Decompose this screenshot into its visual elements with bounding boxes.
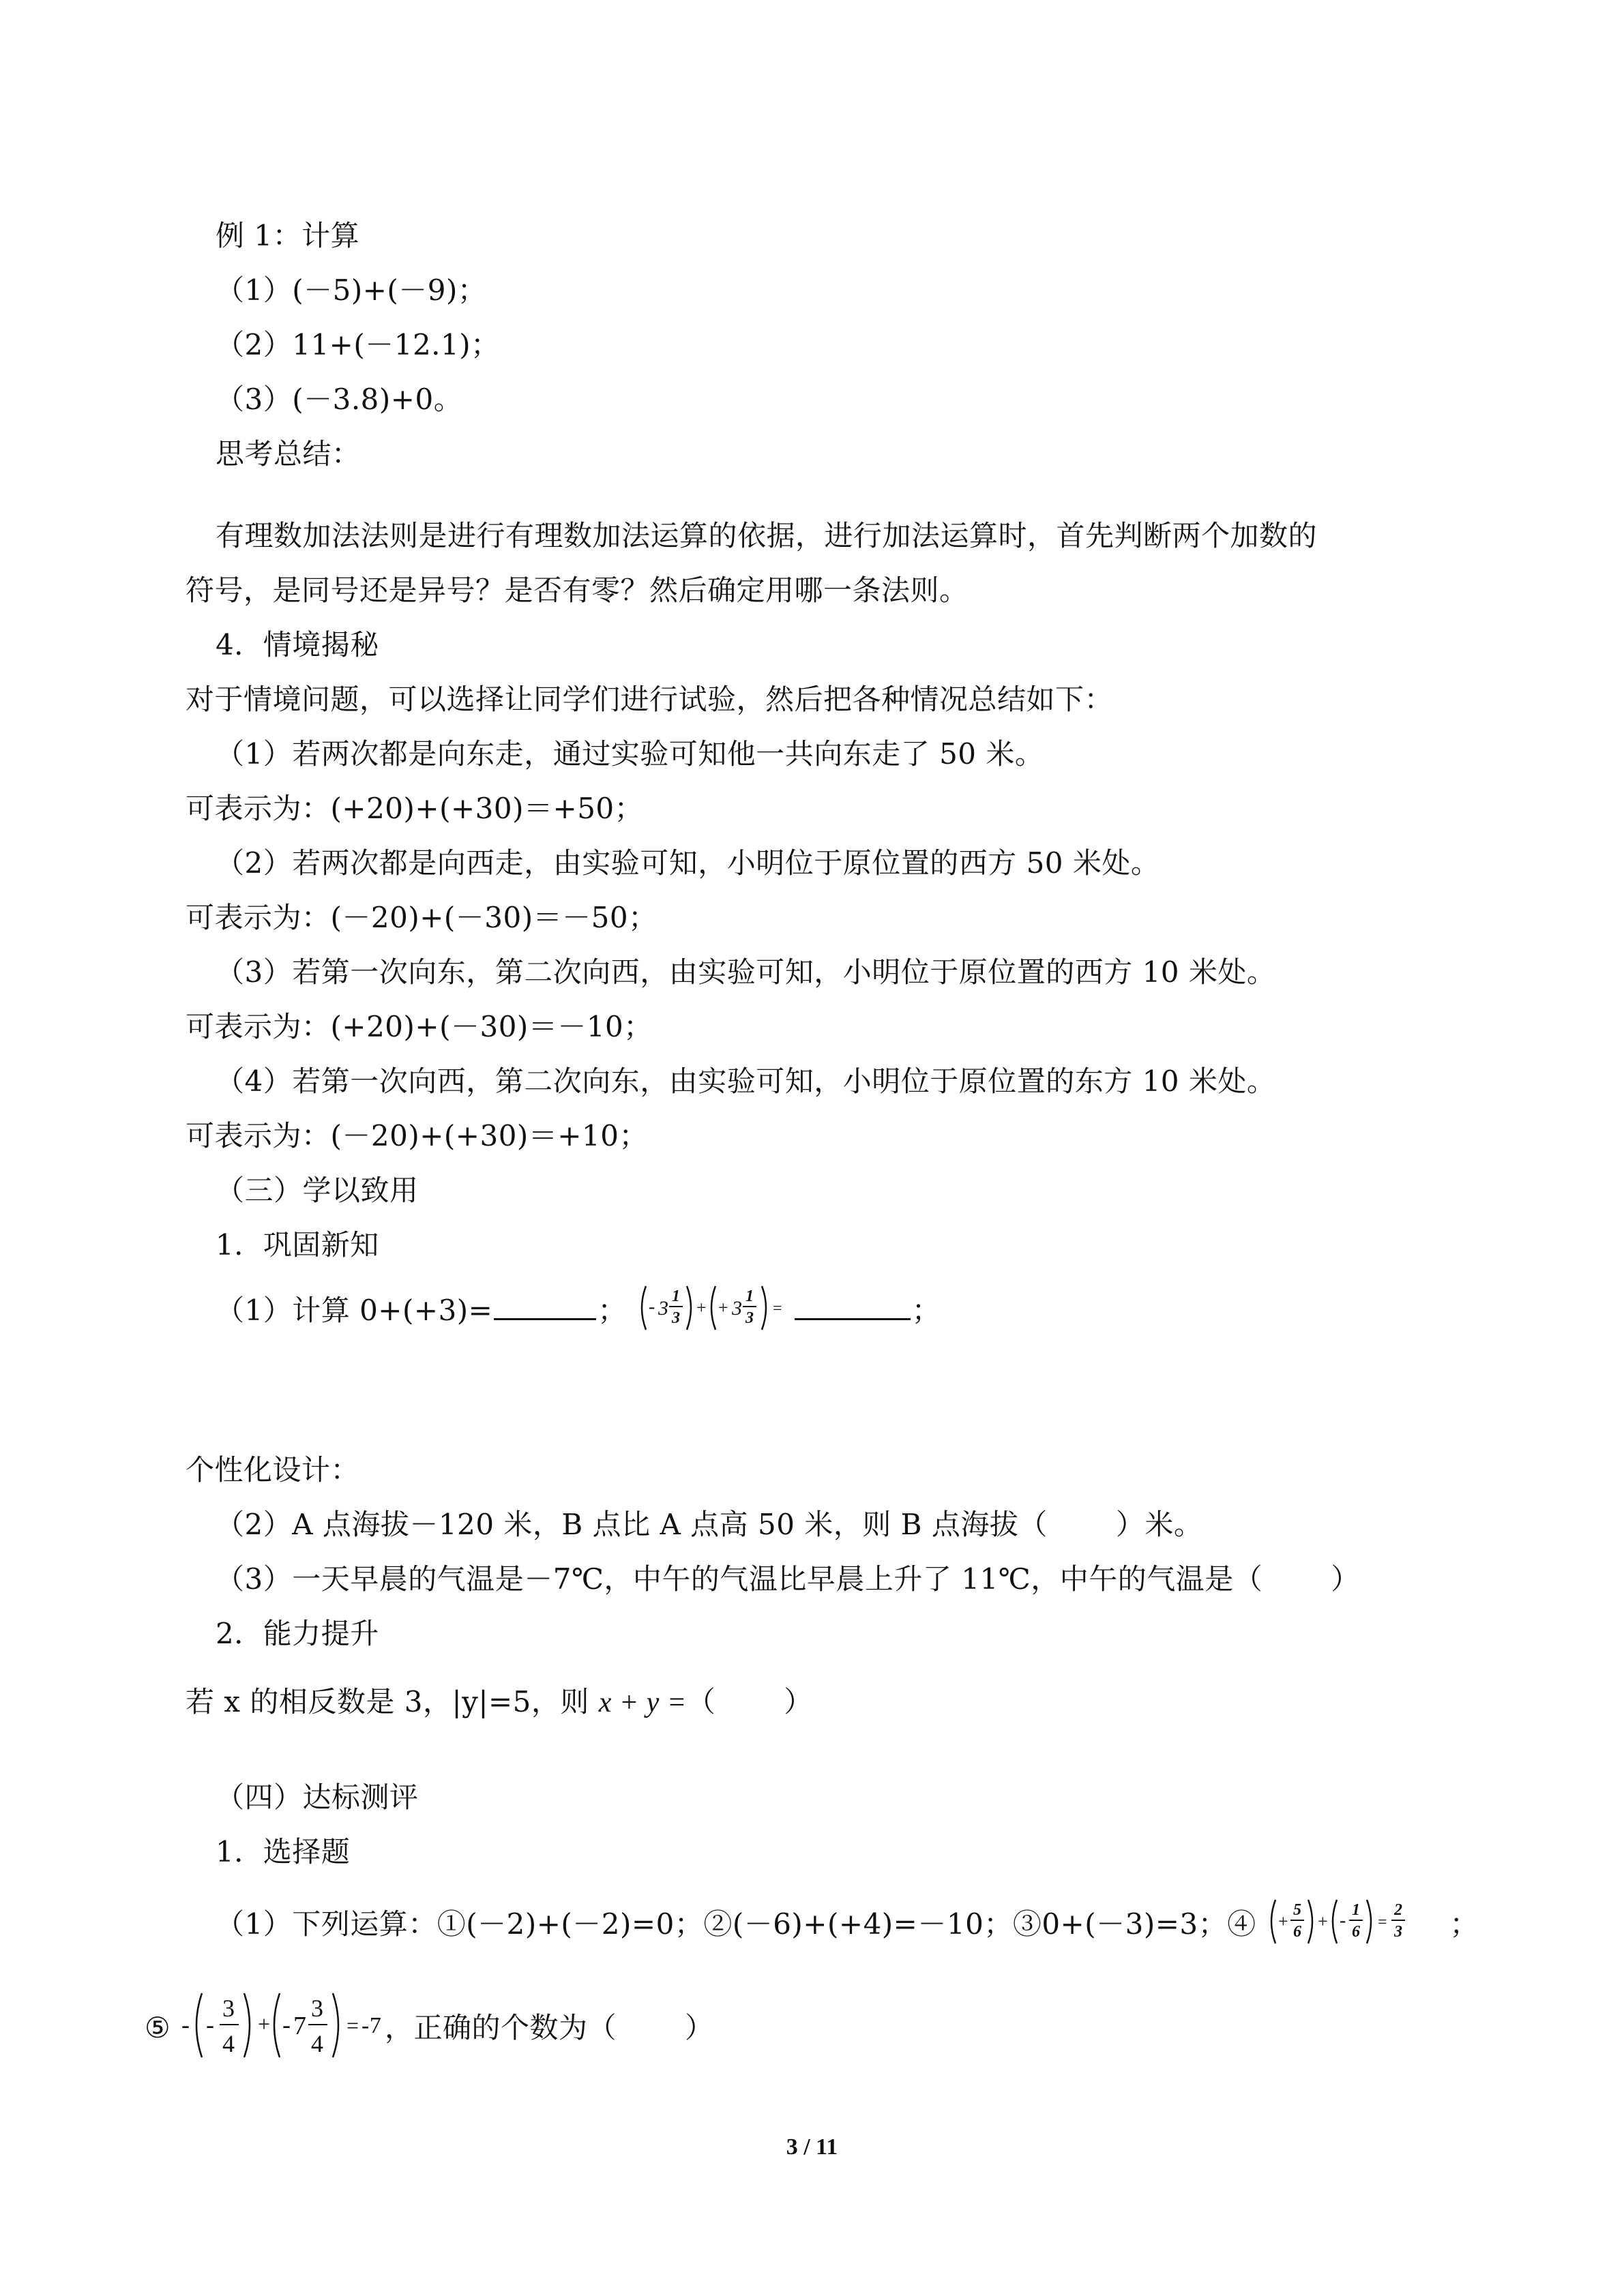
exercise-3: [216, 1560, 1360, 1598]
personalized-design: 个性化设计：: [186, 1453, 360, 1487]
example-item-1: （1）(－5)+(－9)；: [216, 273, 487, 307]
section-heading-4: 4．情境揭秘: [216, 628, 379, 661]
f2-denominator: 6: [1293, 1923, 1301, 1941]
f3-numerator-2: 3: [311, 1995, 324, 2022]
ability-question: [186, 1683, 813, 1722]
formula-plus: +: [696, 1298, 707, 1317]
summary-heading: 思考总结：: [216, 437, 361, 471]
section-heading-3: （三）学以致用: [216, 1174, 419, 1207]
scenario-case-4: （4）若第一次向西，第二次向东，由实验可知，小明位于原位置的东方 10 米处。: [216, 1064, 1276, 1098]
formula-numerator-2: 1: [745, 1287, 754, 1305]
f3-minus: -: [181, 2011, 190, 2038]
exercise-2-tail: ）米。: [1115, 1508, 1203, 1541]
formula-plus-2: +: [718, 1298, 728, 1317]
f3-result: -7: [361, 2013, 382, 2038]
formula-fraction-sum: [1266, 1894, 1450, 1958]
separator-2: ；: [911, 1294, 941, 1327]
f3-whole: 7: [293, 2012, 307, 2040]
formula-denominator-2: 3: [745, 1309, 754, 1327]
f2-numerator: 5: [1293, 1901, 1301, 1919]
summary-text-1: 有理数加法法则是进行有理数加法运算的依据，进行加法运算时，首先判断两个加数的: [216, 519, 1318, 552]
f3-numerator: 3: [222, 1995, 235, 2022]
f3-equals: =: [346, 2013, 359, 2038]
f3-minus-2: -: [206, 2011, 215, 2038]
f2-equals: =: [1377, 1913, 1387, 1931]
f3-denominator-2: 4: [311, 2030, 324, 2057]
formula-equals: =: [772, 1300, 782, 1317]
example-heading: 例 1：计算: [216, 219, 360, 252]
f3-minus-3: -: [282, 2011, 291, 2038]
exercise-1: [216, 1281, 941, 1345]
separator: ；: [597, 1294, 627, 1327]
answer-blank-2: [795, 1291, 911, 1320]
f2-op: +: [1317, 1911, 1328, 1931]
ability-question-text: 若 x 的相反数是 3，|y|=5，则: [186, 1685, 599, 1718]
scenario-expr-1: 可表示为：(+20)+(+30)＝+50；: [186, 792, 644, 825]
exercise-1-text: （1）计算 0+(+3)=: [216, 1294, 493, 1327]
formula-numerator: 1: [671, 1287, 681, 1305]
f2-numerator-3: 2: [1393, 1901, 1402, 1919]
f3-op: +: [258, 2012, 271, 2036]
item-5-text: ，正确的个数为（: [385, 2011, 617, 2044]
scenario-intro: 对于情境问题，可以选择让同学们进行试验，然后把各种情况总结如下：: [186, 683, 1114, 716]
scenario-case-1: （1）若两次都是向东走，通过实验可知他一共向东走了 50 米。: [216, 737, 1044, 771]
f2-denominator-2: 6: [1351, 1923, 1360, 1941]
exercise-2: [216, 1506, 1202, 1544]
example-item-3: （3）(－3.8)+0。: [216, 383, 463, 416]
f2-numerator-2: 1: [1351, 1901, 1360, 1919]
f2-plus: +: [1278, 1911, 1288, 1931]
summary-text-2: 符号，是同号还是异号？是否有零？然后确定用哪一条法则。: [186, 573, 969, 607]
choice-separator: ；: [1449, 1907, 1479, 1941]
exercise-3-text: （3）一天早晨的气温是－7℃，中午的气温比早晨上升了 11℃，中午的气温是（: [216, 1562, 1263, 1596]
exercise-2-text: （2）A 点海拔－120 米，B 点比 A 点高 50 米，则 B 点海拔（: [216, 1508, 1048, 1541]
answer-blank: [494, 1291, 596, 1320]
choice-question-cont: [145, 1988, 714, 2072]
choice-question: [216, 1894, 1479, 1958]
formula-denominator: 3: [671, 1309, 681, 1327]
item-5-close: ）: [685, 2011, 714, 2044]
choice-question-text: （1）下列运算：①(－2)+(－2)=0；②(－6)+(+4)=－10；③0+(－3)=3；④: [216, 1907, 1256, 1941]
scenario-expr-3: 可表示为：(+20)+(－30)＝－10；: [186, 1010, 653, 1043]
formula-mixed-fractions: [636, 1281, 793, 1345]
section-heading-4b: （四）达标测评: [216, 1780, 419, 1814]
formula-item-5: [180, 1988, 385, 2072]
page-number: 3 / 11: [786, 2134, 838, 2160]
scenario-case-2: （2）若两次都是向西走，由实验可知，小明位于原位置的西方 50 米处。: [216, 846, 1160, 880]
subsection-consolidate: 1．巩固新知: [216, 1228, 379, 1262]
example-item-2: （2）11+(－12.1)；: [216, 328, 500, 361]
xy-expression: x + y =: [598, 1687, 687, 1718]
scenario-expr-4: 可表示为：(－20)+(+30)＝+10；: [186, 1119, 648, 1152]
formula-minus: -: [648, 1296, 655, 1317]
exercise-3-tail: ）: [1331, 1562, 1360, 1596]
subsection-choice: 1．选择题: [216, 1835, 351, 1868]
f2-minus: -: [1339, 1910, 1346, 1931]
f3-denominator: 4: [222, 2030, 235, 2057]
formula-whole: 3: [658, 1297, 669, 1320]
paren-open: （: [686, 1685, 716, 1718]
scenario-expr-2: 可表示为：(－20)+(－30)＝－50；: [186, 901, 658, 934]
scenario-case-3: （3）若第一次向东，第二次向西，由实验可知，小明位于原位置的西方 10 米处。: [216, 955, 1276, 989]
subsection-ability: 2．能力提升: [216, 1617, 379, 1650]
f2-denominator-3: 3: [1393, 1923, 1402, 1941]
formula-whole-2: 3: [731, 1297, 743, 1320]
paren-close: ）: [784, 1685, 813, 1718]
item-5-marker: ⑤: [145, 2011, 171, 2044]
